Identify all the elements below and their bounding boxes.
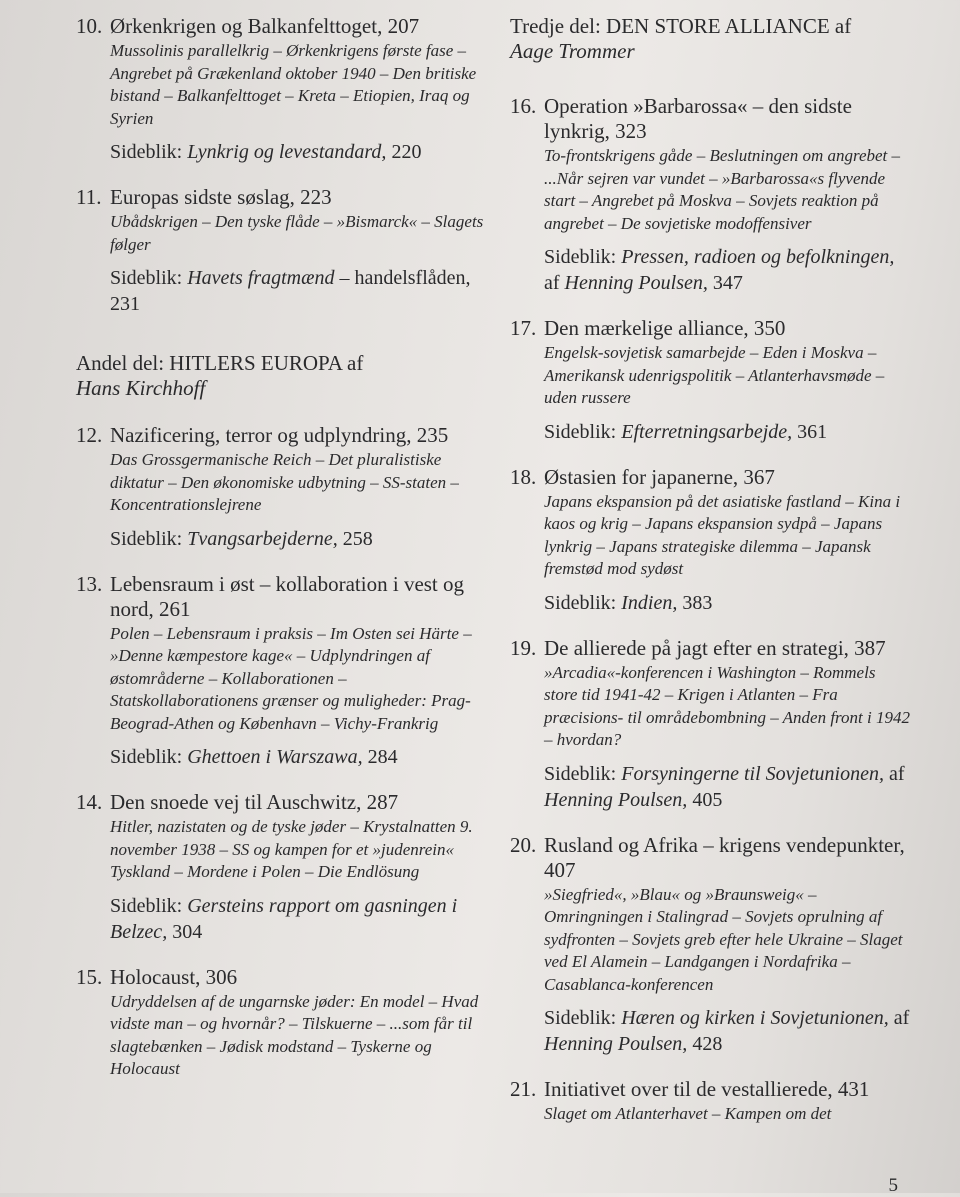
chapter-title: De allierede på jagt efter en strategi, 387 [544,635,886,660]
chapter-number: 13. [76,571,103,596]
sideblik: Sideblik: Gersteins rapport om gasningen i Belzec, 304 [110,894,458,943]
part-label: Andel del: HITLERS EUROPA af [76,351,364,375]
chapter-title: Den snoede vej til Auschwitz, 287 [110,790,399,814]
chapter-title: Lebensraum i øst – kollaboration i vest og nord, 261 [110,571,465,621]
chapter-number: 16. [510,94,537,118]
chapter-summary: Hitler, nazistaten og de tyske jøder – Krystalnatten 9. november 1938 – SS og kampen for et »judenrein« Tyskland – Mordene i Polen – Die Endlösung [110,817,473,881]
sideblik: Sideblik: Indien, 383 [544,591,713,614]
part-author: Hans Kirchhoff [76,376,206,400]
chapter-number: 12. [76,423,103,447]
sideblik: Sideblik: Efterretningsarbejde, 361 [544,420,828,443]
chapter-number: 11. [76,185,102,209]
chapter-title: Rusland og Afrika – krigens vendepunkter, 407 [544,832,905,882]
toc-entry-21 [510,1077,910,1126]
sideblik: Sideblik: Pressen, radioen og befolkningen, af Henning Poulsen, 347 [544,246,895,294]
chapter-summary: Japans ekspansion på det asiatiske fastland – Kina i kaos og krig – Japans ekspansion sydpå – Japans lynkrig – Japans strategiske dilemma – Japansk fremstød mod sydøst [544,491,901,578]
chapter-title: Ørkenkrigen og Balkanfelttoget, 207 [110,14,420,38]
chapter-title: Initiativet over til de vestallierede, 431 [544,1077,870,1101]
toc-entry-15 [76,965,486,1081]
chapter-summary: Polen – Lebensraum i praksis – Im Osten sei Härte – »Denne kæmpestore kage« – Udplyndringen af østområderne – Kollaborationen – Statskollaborationens grænser og muligheder: Prag-Beograd-Athen og København – Vichy-Frankrig [110,623,472,733]
sideblik: Sideblik: Havets fragtmænd – handelsflåden, 231 [110,267,471,315]
chapter-title: Den mærkelige alliance, 350 [544,316,786,340]
toc-entry-13 [76,572,486,771]
chapter-number: 10. [76,14,103,38]
toc-entry-12 [76,423,486,552]
chapter-summary: Das Grossgermanische Reich – Det pluralistiske diktatur – Den økonomiske udbytning – SS-staten – Koncentrationslejrene [110,450,459,514]
sideblik: Sideblik: Ghettoen i Warszawa, 284 [110,746,398,768]
toc-entry-16 [510,94,910,296]
toc-entry-17 [510,316,910,445]
chapter-summary: Mussolinis parallelkrig – Ørkenkrigens første fase – Angrebet på Grækenland oktober 1940 – Den britiske bistand – Balkanfelttoget – Kreta – Etiopien, Iraq og Syrien [110,41,477,128]
toc-entry-10 [76,14,486,165]
sideblik: Sideblik: Forsyningerne til Sovjetunionen, af Henning Poulsen, 405 [544,762,905,811]
page-number: 5 [888,1175,898,1196]
chapter-summary: »Siegfried«, »Blau« og »Braunsweig« – Omringningen i Stalingrad – Sovjets oprulning af sydfronten – Sovjets greb efter hele Ukraine – Slaget ved El Alamein – Landgangen i Nordafrika – Casablanca-konferencen [544,884,903,994]
chapter-title: Nazificering, terror og udplyndring, 235 [110,423,449,447]
toc-entry-11 [76,185,486,317]
chapter-number: 19. [510,635,537,660]
left-column [76,14,486,1101]
chapter-number: 20. [510,832,537,857]
chapter-summary: »Arcadia«-konferencen i Washington – Rommels store tid 1941-42 – Krigen i Atlanten – Fra præcisions- til områdebombning – Anden front i 1942 – hvordan? [544,662,910,749]
part-heading [510,14,910,64]
chapter-number: 17. [510,316,537,340]
chapter-summary: Slaget om Atlanterhavet – Kampen om det [544,1104,832,1123]
chapter-summary: Udryddelsen af de ungarnske jøder: En model – Hvad vidste man – og hvornår? – Tilskuerne – ...som får til slagtebænken – Jødisk modstand – Tyskerne og Holocaust [110,991,479,1078]
chapter-title: Østasien for japanerne, 367 [544,464,775,489]
chapter-number: 15. [76,964,103,989]
toc-entry-20 [510,833,910,1058]
toc-entry-18 [510,465,910,616]
chapter-title: Europas sidste søslag, 223 [110,185,332,209]
chapter-number: 18. [510,464,537,489]
sideblik: Sideblik: Tvangsarbejderne, 258 [110,527,373,550]
part-label: Tredje del: DEN STORE ALLIANCE af [510,14,852,38]
chapter-summary: Ubådskrigen – Den tyske flåde – »Bismarck« – Slagets følger [110,212,484,254]
right-column [510,14,910,1146]
toc-entry-19 [510,636,910,813]
chapter-number: 21. [510,1077,537,1101]
sideblik: Sideblik: Lynkrig og levestandard, 220 [110,141,422,163]
part-heading [76,351,486,401]
chapter-title: Holocaust, 306 [110,964,238,989]
toc-entry-14 [76,790,486,945]
sideblik: Sideblik: Hæren og kirken i Sovjetunionen, af Henning Poulsen, 428 [544,1007,910,1055]
part-author: Aage Trommer [510,39,635,63]
chapter-summary: To-frontskrigens gåde – Beslutningen om angrebet – ...Når sejren var vundet – »Barbarossa«s flyvende start – Angrebet på Moskva – Sovjets reaktion på angrebet – De sovjetiske modoffensiver [544,146,901,233]
chapter-summary: Engelsk-sovjetisk samarbejde – Eden i Moskva – Amerikansk udenrigspolitik – Atlanterhavsmøde – uden russere [544,343,885,407]
chapter-number: 14. [76,790,103,814]
chapter-title: Operation »Barbarossa« – den sidste lynkrig, 323 [544,94,852,143]
